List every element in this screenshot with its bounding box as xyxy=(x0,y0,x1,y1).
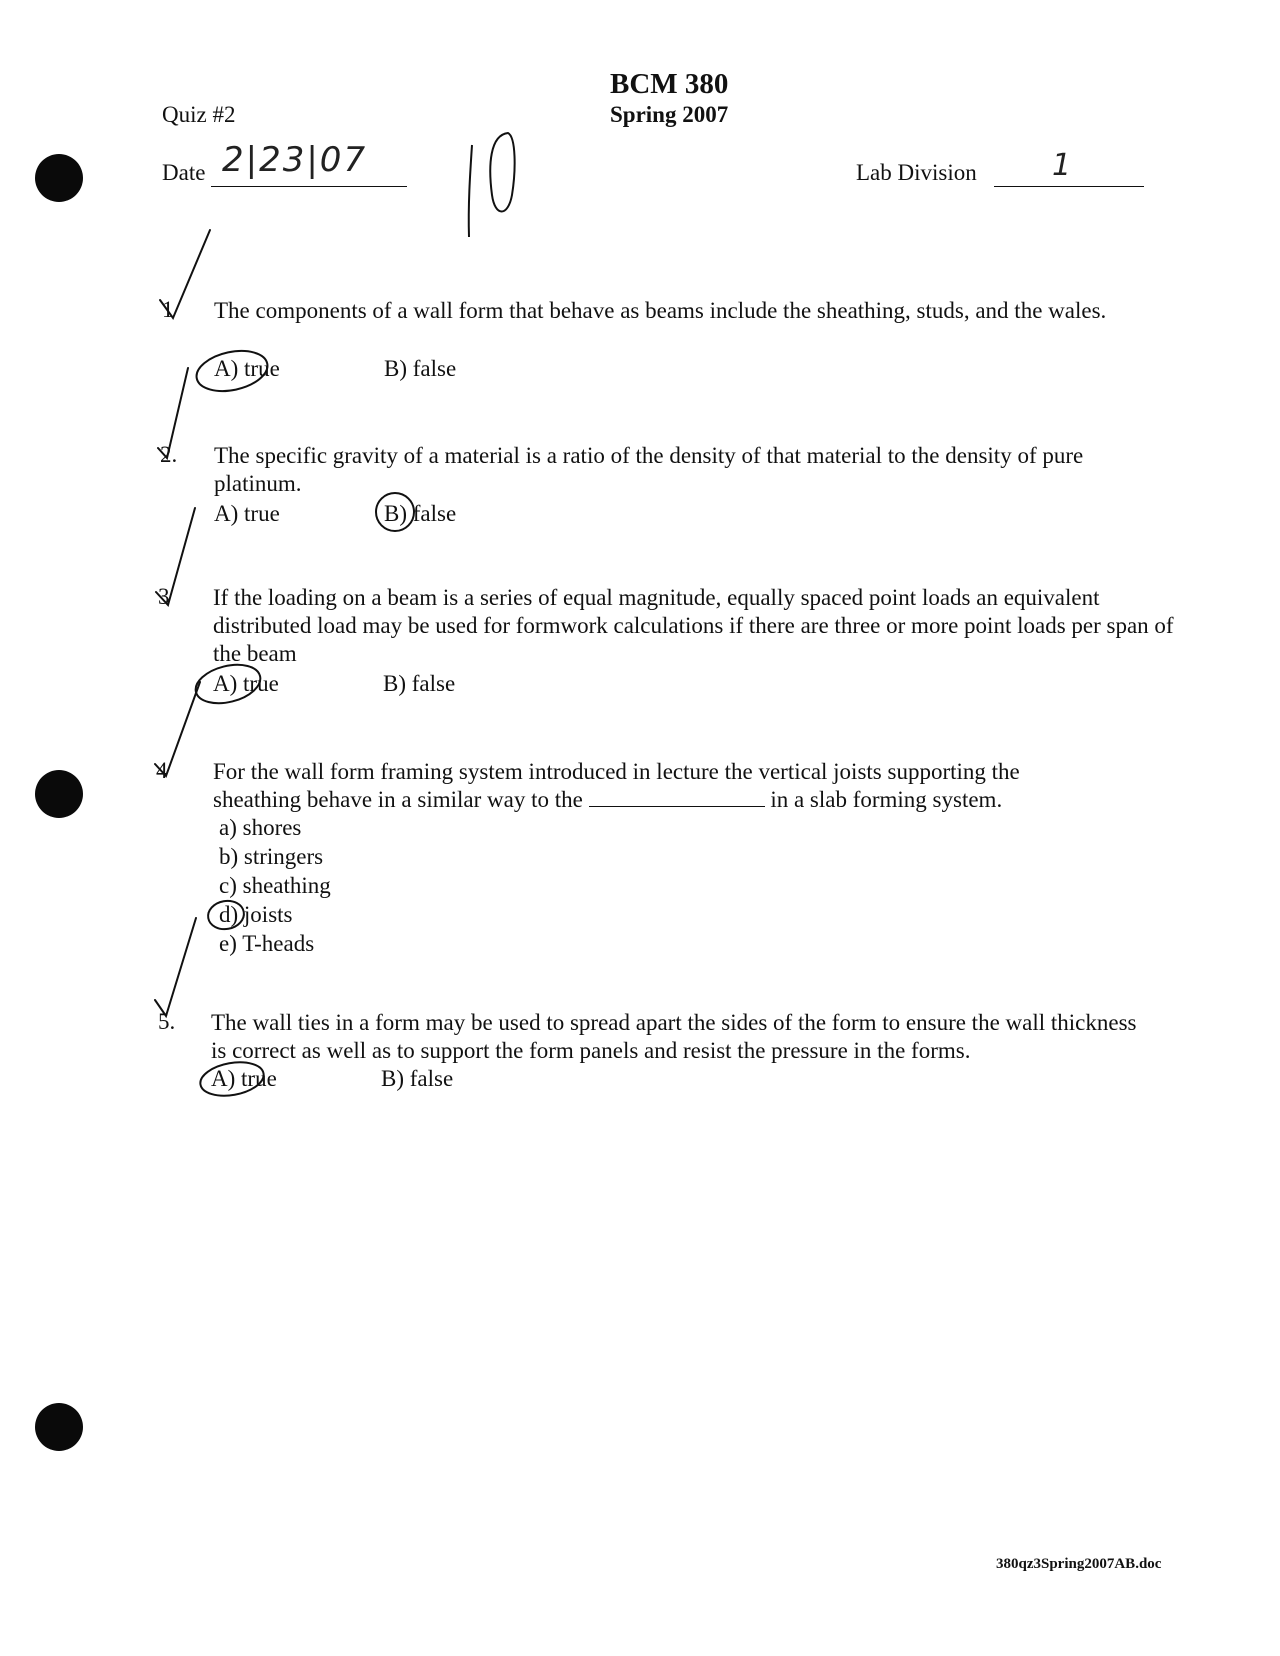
question-3-option-a: A) true xyxy=(213,671,279,696)
question-4-answer-blank xyxy=(589,788,765,807)
punch-hole-bottom xyxy=(35,1403,83,1451)
question-1-text: The components of a wall form that behave as beams include the sheathing, studs, and the wales. xyxy=(214,298,1107,323)
question-4-text-before: For the wall form framing system introduced in lecture the vertical joists supporting the sheathing behave in a similar way to the xyxy=(213,759,1020,812)
date-handwritten: 2|23|07 xyxy=(222,140,368,180)
question-4-option-b: b) stringers xyxy=(219,844,324,869)
question-4-text xyxy=(213,758,1113,814)
score-mark xyxy=(460,125,540,240)
question-2-text: The specific gravity of a material is a ratio of the density of that material to the density of pure platinum. xyxy=(214,443,1084,496)
question-1-number: 1 xyxy=(162,297,174,322)
course-term: Spring 2007 xyxy=(610,102,729,127)
question-2-number: 2. xyxy=(160,442,178,467)
question-2-option-b: B) false xyxy=(384,501,457,526)
question-2-option-a: A) true xyxy=(214,501,280,526)
question-4-text-after: in a slab forming system. xyxy=(770,787,1003,812)
check-mark-q5 xyxy=(155,918,196,1016)
question-4-number: 4 xyxy=(156,758,168,783)
handwritten-score xyxy=(460,125,540,245)
course-title: BCM 380 xyxy=(610,68,729,100)
footer-filename: 380qz3Spring2007AB.doc xyxy=(996,1556,1162,1572)
question-4-option-c: c) sheathing xyxy=(219,873,331,898)
question-4-option-e: e) T-heads xyxy=(219,931,315,956)
question-3-option-b: B) false xyxy=(383,671,456,696)
lab-division-handwritten: 1 xyxy=(1052,148,1072,183)
punch-hole-middle xyxy=(35,770,83,818)
date-label: Date xyxy=(162,160,206,185)
question-4-option-d: d) joists xyxy=(219,902,293,927)
question-5-option-a: A) true xyxy=(211,1066,277,1091)
score-value: 10 xyxy=(500,195,501,196)
lab-division-label: Lab Division xyxy=(856,160,977,185)
question-5-text: The wall ties in a form may be used to spread apart the sides of the form to ensure the wall thickness is correct as well as to support the form panels and resist the pressure in the forms. xyxy=(211,1010,1137,1063)
question-3-number: 3 xyxy=(158,584,170,609)
punch-hole-top xyxy=(35,154,83,202)
question-4-option-a: a) shores xyxy=(219,815,302,840)
lab-division-line xyxy=(994,186,1144,187)
question-1-option-b: B) false xyxy=(384,356,457,381)
question-5-option-b: B) false xyxy=(381,1066,454,1091)
question-5-number: 5. xyxy=(158,1009,176,1034)
question-3-text: If the loading on a beam is a series of equal magnitude, equally spaced point loads an equivalent distributed load may be used for formwork calculations if there are three or more point loads per span of the beam xyxy=(213,585,1174,666)
date-line xyxy=(211,186,407,187)
question-1-option-a: A) true xyxy=(214,356,280,381)
quiz-label: Quiz #2 xyxy=(162,102,236,127)
